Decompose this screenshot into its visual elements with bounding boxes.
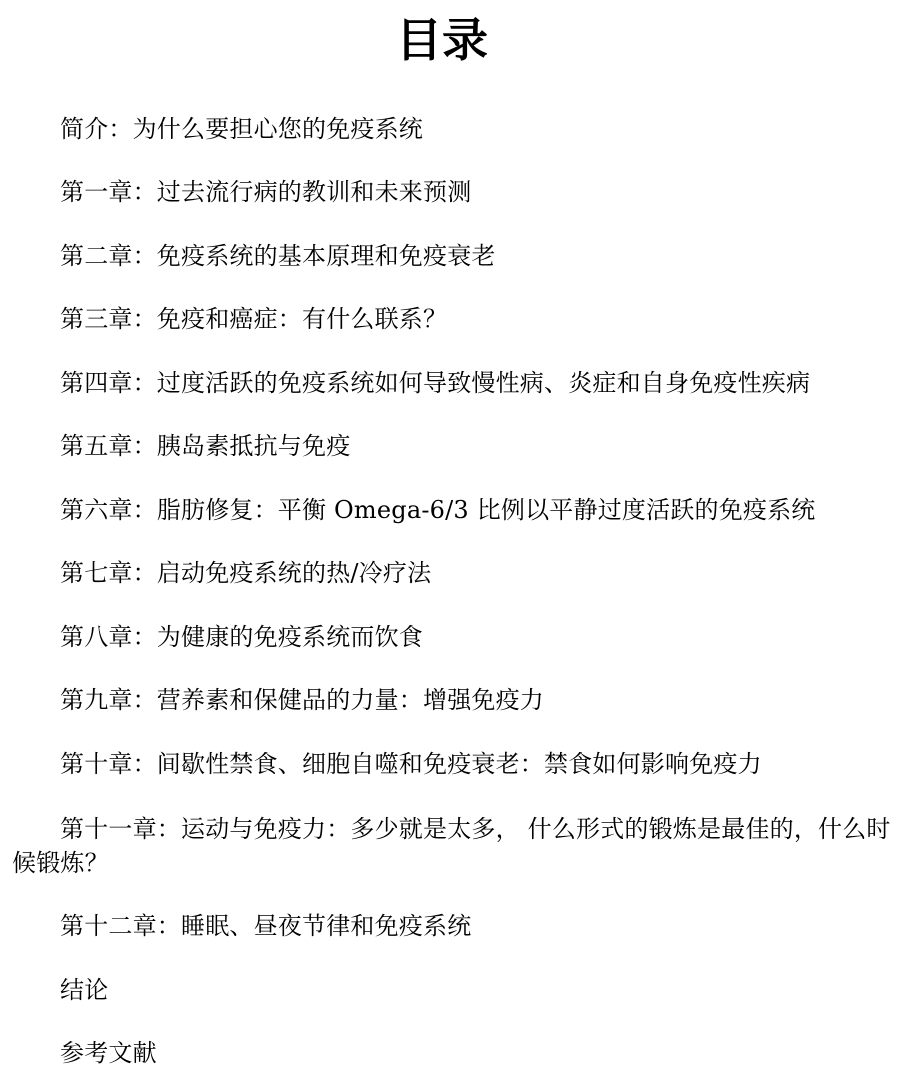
page-title: 目录 [396,13,488,67]
toc-entry-chapter-7: 第七章：启动免疫系统的热/冷疗法 [60,559,432,587]
toc-entry-chapter-10: 第十章：间歇性禁食、细胞自噬和免疫衰老：禁食如何影响免疫力 [60,750,762,778]
toc-entry-chapter-3: 第三章：免疫和癌症：有什么联系？ [60,305,448,333]
toc-entry-chapter-5: 第五章：胰岛素抵抗与免疫 [60,432,351,460]
toc-entry-chapter-6: 第六章：脂肪修复：平衡 Omega-6/3 比例以平静过度活跃的免疫系统 [60,496,816,524]
toc-entry-introduction: 简介：为什么要担心您的免疫系统 [60,115,423,143]
toc-entry-chapter-11: 第十一章：运动与免疫力：多少就是太多， 什么形式的锻炼是最佳的，什么时候锻炼？ [12,815,891,877]
toc-entry-conclusion: 结论 [60,976,109,1004]
toc-entry-chapter-4: 第四章：过度活跃的免疫系统如何导致慢性病、炎症和自身免疫性疾病 [60,369,811,397]
toc-entry-references: 参考文献 [60,1039,157,1067]
toc-entry-chapter-8: 第八章：为健康的免疫系统而饮食 [60,623,423,651]
toc-entry-chapter-1: 第一章：过去流行病的教训和未来预测 [60,178,472,206]
toc-entry-chapter-12: 第十二章：睡眠、昼夜节律和免疫系统 [60,912,472,940]
toc-entry-chapter-9: 第九章：营养素和保健品的力量：增强免疫力 [60,686,544,714]
toc-entry-chapter-2: 第二章：免疫系统的基本原理和免疫衰老 [60,242,496,270]
